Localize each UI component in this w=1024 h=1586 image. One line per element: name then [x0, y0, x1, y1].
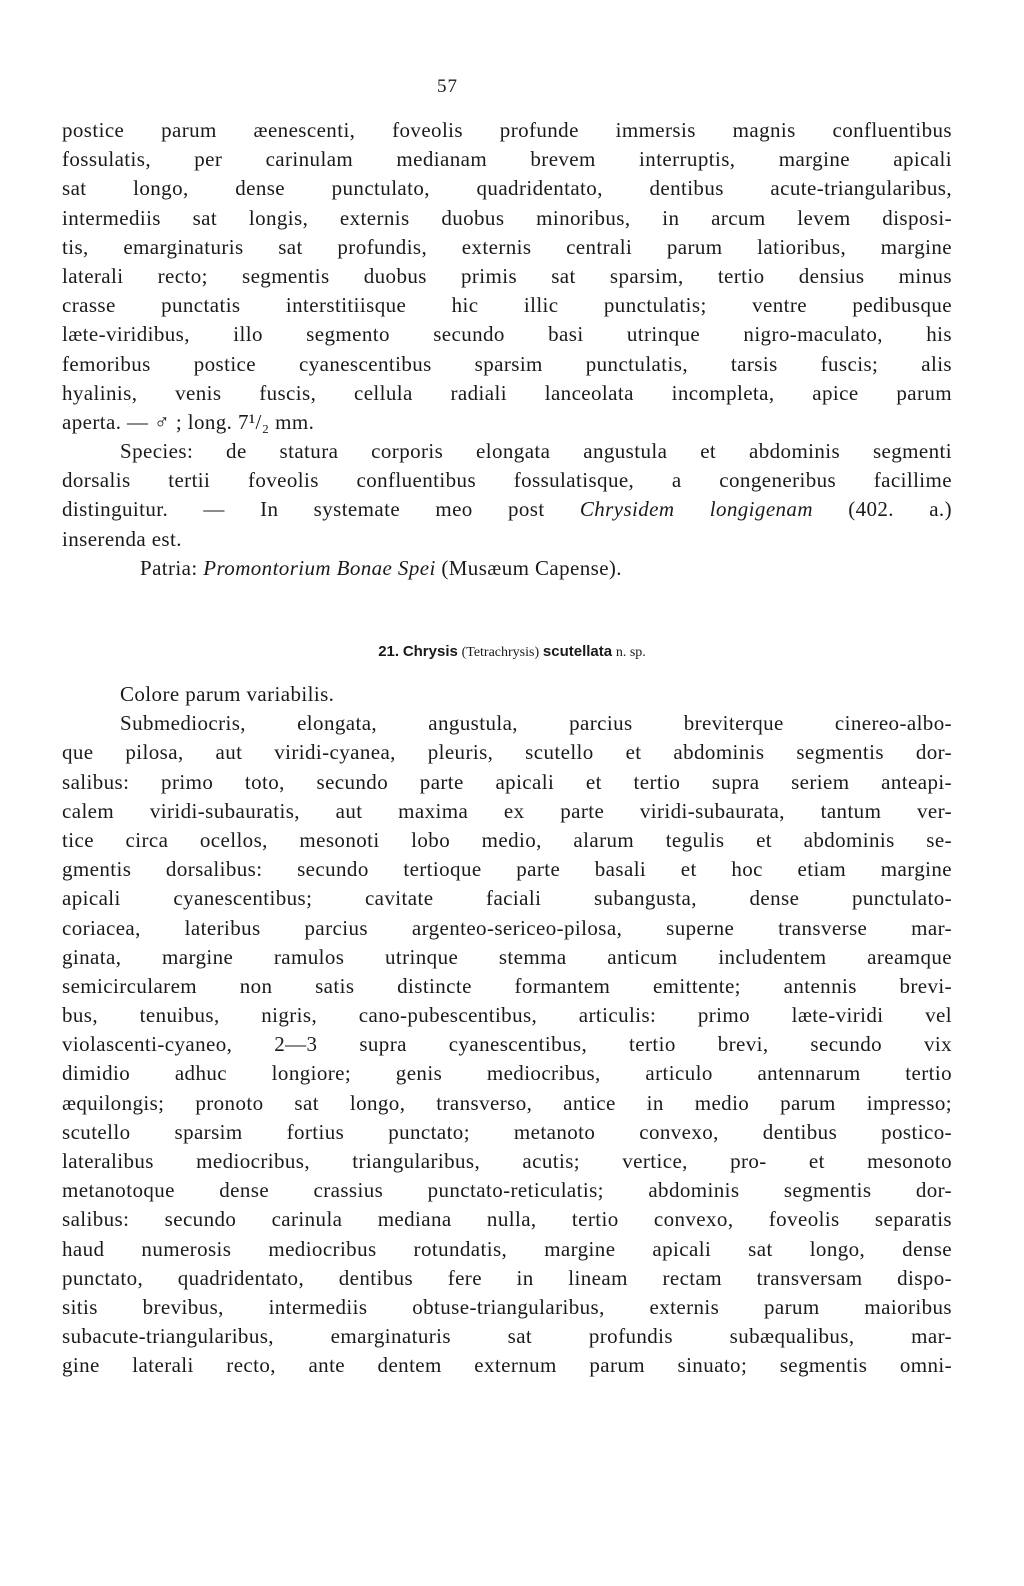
species-name: scutellata	[542, 643, 613, 660]
text-span: (402. a.)	[848, 497, 952, 522]
text-line: apicali cyanescentibus; cavitate faciali subangusta, dense punctulato-	[62, 886, 952, 911]
text-line: que pilosa, aut viridi-cyanea, pleuris, scutello et abdominis segmentis dor-	[62, 740, 952, 765]
text-line: femoribus postice cyanescentibus sparsim punctulatis, tarsis fuscis; alis	[62, 351, 952, 376]
text-line: salibus: secundo carinula mediana nulla, tertio convexo, foveolis separatis	[62, 1207, 952, 1232]
text-line: ginata, margine ramulos utrinque stemma anticum includentem areamque	[62, 944, 952, 969]
text-line: semicircularem non satis distincte formantem emittente; antennis brevi-	[62, 973, 952, 998]
text-line: calem viridi-subauratis, aut maxima ex parte viridi-subaurata, tantum ver-	[62, 798, 952, 823]
text-line: Colore parum variabilis.	[120, 682, 335, 706]
text-line: gine laterali recto, ante dentem externum parum sinuato; segmentis omni-	[62, 1353, 952, 1378]
text-line: Species: de statura corporis elongata angustula et abdominis segmenti	[120, 439, 952, 463]
text-line: dorsalis tertii foveolis confluentibus fossulatisque, a congeneribus facillime	[62, 468, 952, 493]
text-line: tis, emarginaturis sat profundis, externis centrali parum latioribus, margine	[62, 234, 952, 259]
species-number: 21.	[378, 643, 400, 660]
text-line: postice parum æenescenti, foveolis profunde immersis magnis confluentibus	[62, 118, 952, 142]
text-line: intermediis sat longis, externis duobus minoribus, in arcum levem disposi-	[62, 205, 952, 230]
text-line: punctato, quadridentato, dentibus fere in lineam rectam transversam dispo-	[62, 1265, 952, 1290]
patria-label: Patria:	[140, 555, 198, 580]
patria-collection: (Musæum Capense).	[441, 555, 622, 580]
text-line: laterali recto; segmentis duobus primis sat sparsim, tertio densius minus	[62, 263, 952, 288]
species-reference: Chrysidem longigenam	[579, 497, 813, 522]
text-line: haud numerosis mediocribus rotundatis, margine apicali sat longo, dense	[62, 1236, 952, 1261]
new-species-marker: n. sp.	[615, 645, 646, 660]
measurement-line: aperta. — ♂ ; long. 7¹/₂ mm.	[62, 409, 315, 434]
text-line: Submediocris, elongata, angustula, parcius breviterque cinereo-albo-	[120, 711, 952, 736]
text-line: inserenda est.	[62, 526, 182, 551]
text-line: tice circa ocellos, mesonoti lobo medio, alarum tegulis et abdominis se-	[62, 827, 952, 852]
text-line	[62, 495, 952, 524]
text-line: metanotoque dense crassius punctato-reticulatis; abdominis segmentis dor-	[62, 1178, 952, 1203]
text-line: scutello sparsim fortius punctato; metanoto convexo, dentibus postico-	[62, 1119, 952, 1144]
text-line: hyalinis, venis fuscis, cellula radiali lanceolata incompleta, apice parum	[62, 380, 952, 405]
page-number: 57	[437, 76, 458, 97]
patria-locality: Promontorium Bonae Spei	[203, 555, 436, 580]
patria-line	[62, 554, 952, 583]
text-line: subacute-triangularibus, emarginaturis sat profundis subæqualibus, mar-	[62, 1324, 952, 1349]
subgenus-name: (Tetrachrysis)	[461, 645, 540, 660]
text-line: sat longo, dense punctulato, quadridentato, dentibus acute-triangularibus,	[62, 176, 952, 201]
text-line: gmentis dorsalibus: secundo tertioque parte basali et hoc etiam margine	[62, 857, 952, 882]
description-continued	[62, 116, 952, 437]
text-span: distinguitur. — In systemate meo post	[62, 497, 545, 522]
text-line: læte-viridibus, illo segmento secundo basi utrinque nigro-maculato, his	[62, 322, 952, 347]
species-description	[62, 680, 952, 1381]
text-line: bus, tenuibus, nigris, cano-pubescentibus, articulis: primo læte-viridi vel	[62, 1003, 952, 1028]
text-line: crasse punctatis interstitiisque hic illic punctulatis; ventre pedibusque	[62, 293, 952, 318]
text-line: coriacea, lateribus parcius argenteo-sericeo-pilosa, superne transverse mar-	[62, 915, 952, 940]
species-heading	[0, 642, 1024, 662]
species-paragraph	[62, 437, 952, 583]
text-line: æquilongis; pronoto sat longo, transverso, antice in medio parum impresso;	[62, 1090, 952, 1115]
text-line: sitis brevibus, intermediis obtuse-triangularibus, externis parum maioribus	[62, 1294, 952, 1319]
text-line: fossulatis, per carinulam medianam brevem interruptis, margine apicali	[62, 147, 952, 172]
text-line: dimidio adhuc longiore; genis mediocribus, articulo antennarum tertio	[62, 1061, 952, 1086]
text-line: lateralibus mediocribus, triangularibus, acutis; vertice, pro- et mesonoto	[62, 1149, 952, 1173]
text-line: violascenti-cyaneo, 2—3 supra cyanescentibus, tertio brevi, secundo vix	[62, 1032, 952, 1057]
text-line: salibus: primo toto, secundo parte apicali et tertio supra seriem anteapi-	[62, 769, 952, 794]
genus-name: Chrysis	[402, 643, 458, 660]
